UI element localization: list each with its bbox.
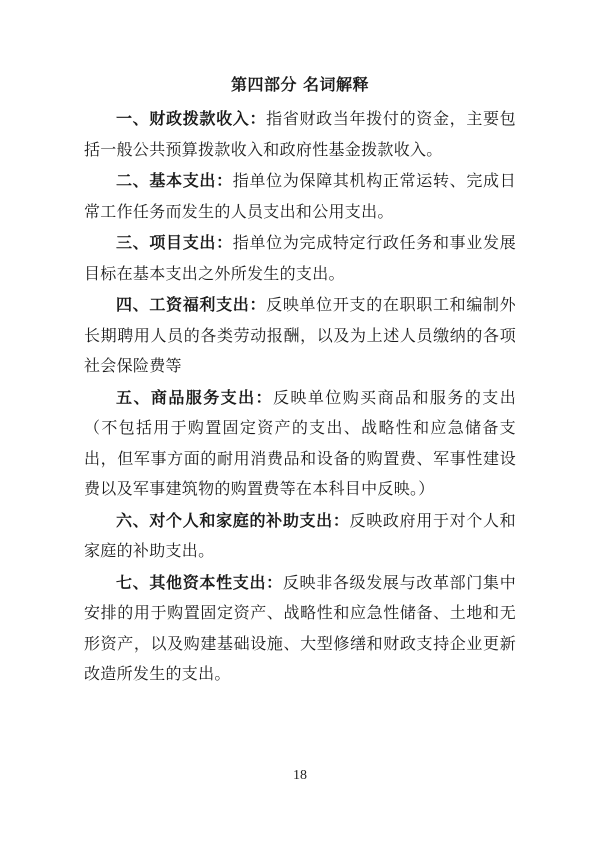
definition-text: 反映政府用于对个人和家庭的补助支出。: [84, 510, 516, 560]
definition-text: 指单位为保障其机构正常运转、完成日常工作任务而发生的人员支出和公用支出。: [84, 171, 516, 221]
definition-paragraph: [84, 290, 516, 382]
definition-paragraph: [84, 383, 516, 505]
definition-paragraph: [84, 228, 516, 289]
definition-term: 七、其他资本性支出：: [116, 572, 283, 592]
definition-text: 反映非各级发展与改革部门集中安排的用于购置固定资产、战略性和应急性储备、土地和无形资产，以及购建基础设施、大型修缮和财政支持企业更新改造所发生的支出。: [84, 572, 516, 683]
definition-term: 四、工资福利支出：: [116, 295, 267, 314]
definition-text: 指省财政当年拨付的资金，主要包括一般公共预算拨款收入和政府性基金拨款收入。: [84, 109, 516, 159]
definition-paragraph: [84, 506, 516, 567]
definition-term: 六、对个人和家庭的补助支出：: [116, 510, 350, 530]
definition-text: 反映单位购买商品和服务的支出（不包括用于购置固定资产的支出、战略性和应急储备支出，但军事方面的耐用消费品和设备的购置费、军事性建设费以及军事建筑物的购置费等在本科目中反映。）: [84, 387, 516, 498]
definition-paragraph: [84, 104, 516, 165]
definition-text: 指单位为完成特定行政任务和事业发展目标在基本支出之外所发生的支出。: [84, 233, 516, 283]
definition-paragraph: [84, 166, 516, 227]
definition-term: 三、项目支出：: [116, 233, 233, 252]
definition-paragraph: [84, 568, 516, 690]
definitions-list: [84, 104, 516, 691]
definition-term: 一、财政拨款收入：: [116, 109, 267, 128]
page-number: 18: [293, 768, 307, 783]
section-title: 第四部分 名词解释: [230, 75, 370, 94]
definition-term: 二、基本支出：: [116, 171, 233, 190]
definition-term: 五、商品服务支出：: [116, 387, 273, 407]
definition-text: 反映单位开支的在职职工和编制外长期聘用人员的各类劳动报酬，以及为上述人员缴纳的各项社会保险费等: [84, 295, 516, 375]
